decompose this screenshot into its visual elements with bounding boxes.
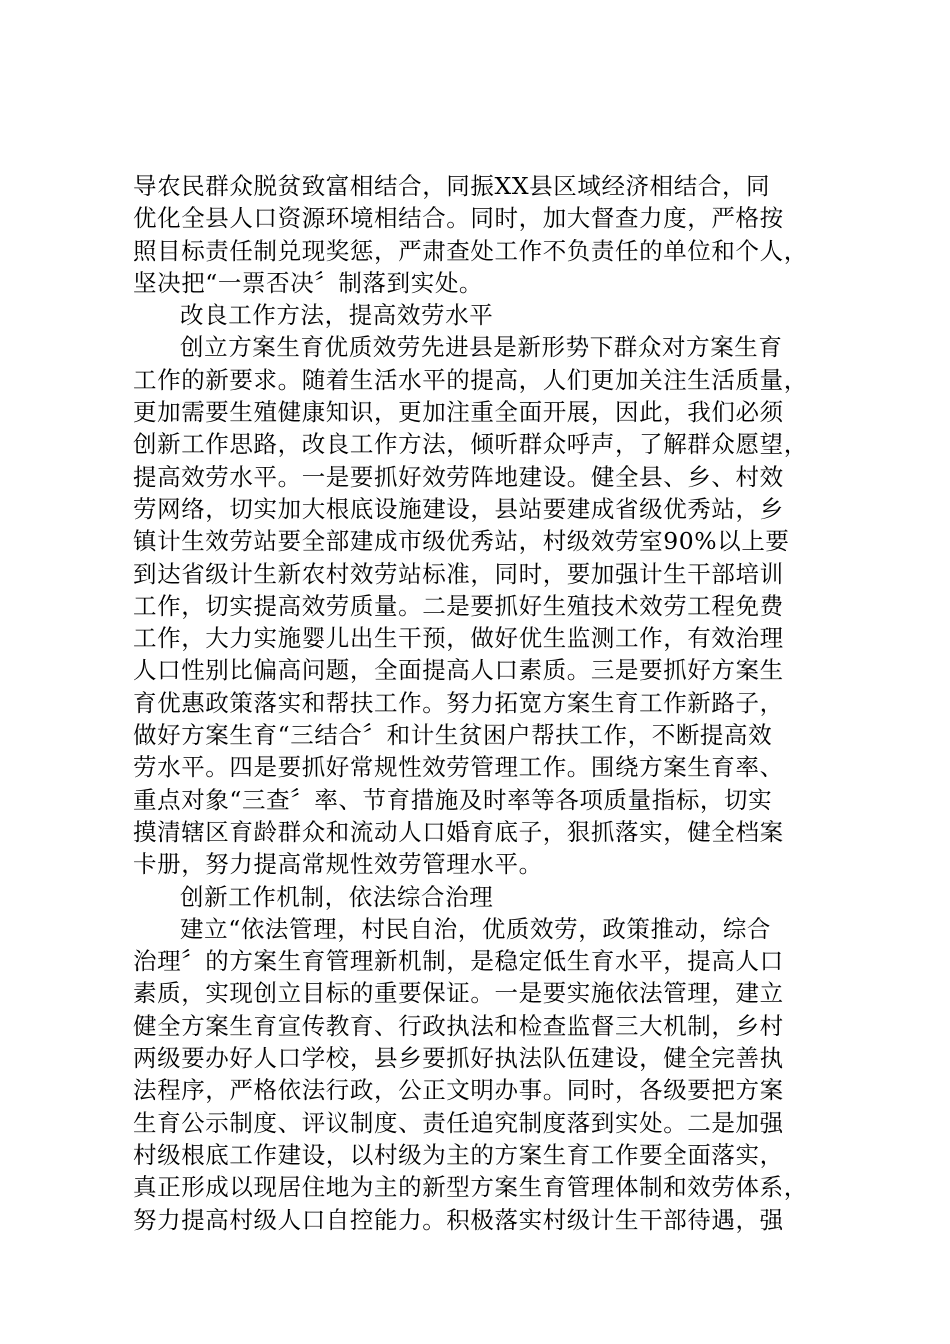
text-line: 做好方案生育“三结合〞和计生贫困户帮扶工作，不断提高效 <box>133 721 773 750</box>
text-line: 工作，切实提高效劳质量。二是要抓好生殖技术效劳工程免费 <box>133 591 784 620</box>
text-line: 人口性别比偏高问题，全面提高人口素质。三是要抓好方案生 <box>133 656 784 685</box>
text-line: 生育公示制度、评议制度、责任追究制度落到实处。二是加强 <box>133 1108 784 1137</box>
paragraph-first-line: 建立“依法管理，村民自治，优质效劳，政策推动，综合 <box>180 914 772 943</box>
text-line: 重点对象“三查〞率、节育措施及时率等各项质量指标，切实 <box>133 785 773 814</box>
text-line: 努力提高村级人口自控能力。积极落实村级计生干部待遇，强 <box>133 1205 784 1234</box>
text-line: 坚决把“一票否决〞制落到实处。 <box>133 268 484 297</box>
body-text <box>133 170 843 1236</box>
text-line: 劳网络，切实加大根底设施建设，县站要建成省级优秀站，乡 <box>133 494 784 523</box>
text-line: 法程序，严格依法行政，公正文明办事。同时，各级要把方案 <box>133 1076 784 1105</box>
text-line: 健全方案生育宣传教育、行政执法和检查监督三大机制，乡村 <box>133 1011 784 1040</box>
section-heading: 改良工作方法，提高效劳水平 <box>180 301 494 330</box>
text-line: 优化全县人口资源环境相结合。同时，加大督查力度，严格按 <box>133 204 784 233</box>
text-line: 提高效劳水平。一是要抓好效劳阵地建设。健全县、乡、村效 <box>133 462 784 491</box>
text-line: 劳水平。四是要抓好常规性效劳管理工作。围绕方案生育率、 <box>133 753 784 782</box>
text-line: 真正形成以现居住地为主的新型方案生育管理体制和效劳体系， <box>133 1173 808 1202</box>
text-line: 村级根底工作建设，以村级为主的方案生育工作要全面落实， <box>133 1140 784 1169</box>
section-heading: 创新工作机制，依法综合治理 <box>180 882 494 911</box>
paragraph-first-line: 创立方案生育优质效劳先进县是新形势下群众对方案生育 <box>180 333 783 362</box>
text-line: 摸清辖区育龄群众和流动人口婚育底子，狠抓落实，健全档案 <box>133 817 784 846</box>
text-line: 工作，大力实施婴儿出生干预，做好优生监测工作，有效治理 <box>133 624 784 653</box>
text-line: 导农民群众脱贫致富相结合，同振XX县区域经济相结合，同 <box>133 172 771 200</box>
text-line: 育优惠政策落实和帮扶工作。努力拓宽方案生育工作新路子， <box>133 688 784 717</box>
text-line: 治理〞的方案生育管理新机制，是稳定低生育水平，提高人口 <box>133 947 784 976</box>
text-line: 素质，实现创立目标的重要保证。一是要实施依法管理，建立 <box>133 979 784 1008</box>
text-line: 卡册，努力提高常规性效劳管理水平。 <box>133 850 543 879</box>
text-line: 镇计生效劳站要全部建成市级优秀站，村级效劳室90%以上要 <box>133 527 790 556</box>
text-line: 两级要办好人口学校，县乡要抓好执法队伍建设，健全完善执 <box>133 1044 784 1073</box>
text-line: 更加需要生殖健康知识，更加注重全面开展，因此，我们必须 <box>133 398 784 427</box>
text-line: 照目标责任制兑现奖惩，严肃查处工作不负责任的单位和个人， <box>133 236 808 265</box>
text-line: 工作的新要求。随着生活水平的提高，人们更加关注生活质量， <box>133 365 808 394</box>
text-line: 创新工作思路，改良工作方法，倾听群众呼声，了解群众愿望， <box>133 430 808 459</box>
text-line: 到达省级计生新农村效劳站标准，同时，要加强计生干部培训 <box>133 559 784 588</box>
